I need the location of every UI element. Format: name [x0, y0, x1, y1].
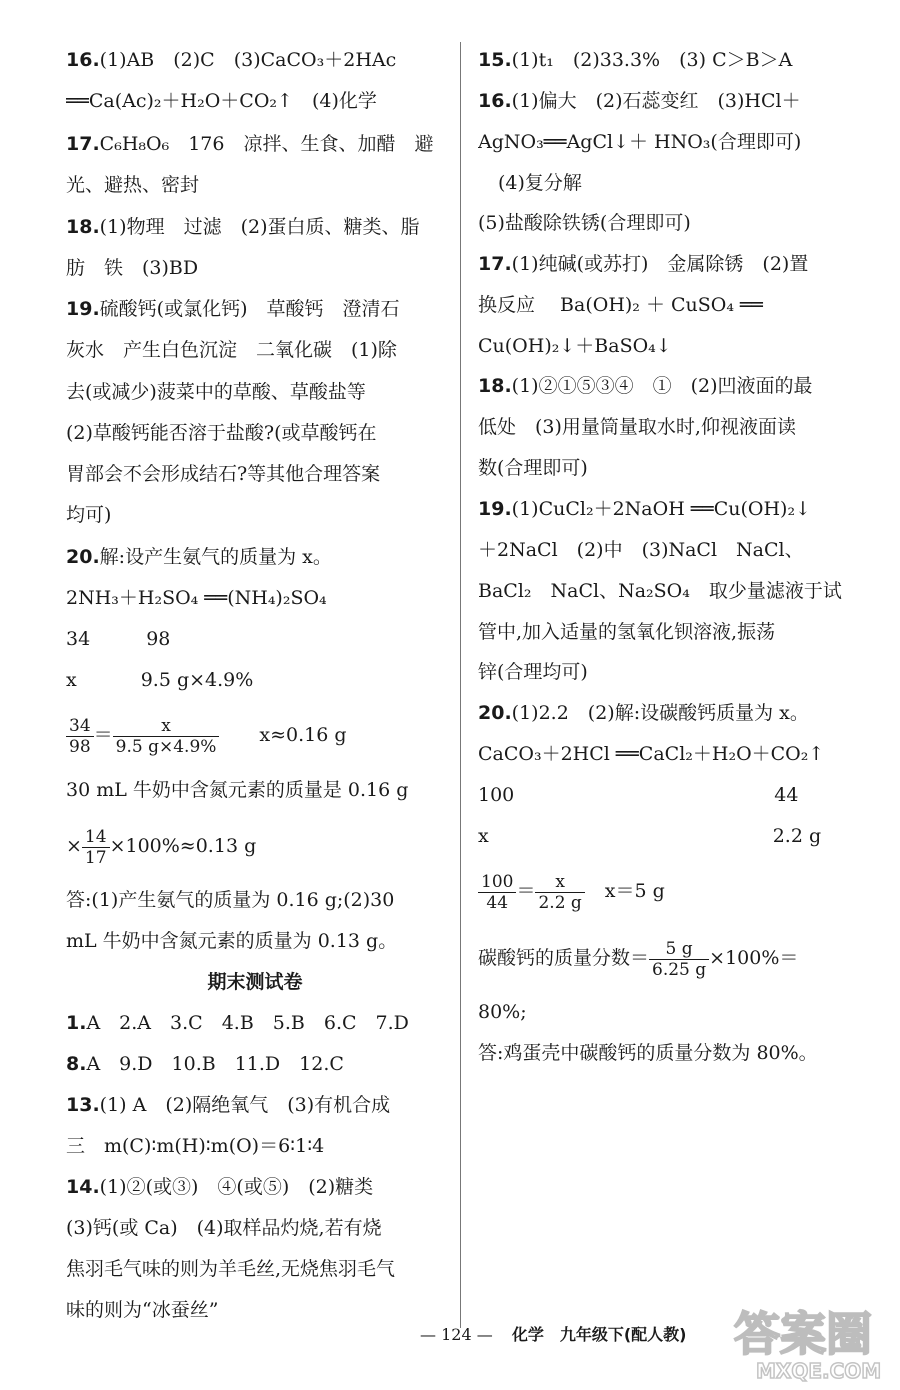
- answer-19-line4: (2)草酸钙能否溶于盐酸?(或草酸钙在: [66, 422, 377, 444]
- answer-18-line1: 18.(1)物理 过滤 (2)蛋白质、糖类、脂: [66, 216, 420, 238]
- answer-17-line3: Cu(OH)₂↓＋BaSO₄↓: [478, 335, 672, 357]
- fraction: $\frac{x}{9.5 g\times 4.9\%}$: [113, 716, 220, 757]
- fraction: $\frac{14}{17}$: [82, 827, 110, 868]
- answer-17-line1: 17.(1)纯碱(或苏打) 金属除锈 (2)置: [478, 253, 809, 275]
- mass-ratio-row1: [478, 775, 850, 815]
- proportion-equation: $\frac{100}{44}$ ＝ $\frac{x}{2.2 g}$ x＝5 g: [478, 862, 850, 920]
- result: x≈0.16 g: [259, 724, 347, 746]
- answer-20-conclusion1: 答:(1)产生氨气的质量为 0.16 g;(2)30: [66, 889, 395, 911]
- answer-19-line6: 均可): [66, 504, 112, 526]
- answer-20-conclusion2: mL 牛奶中含氮元素的质量为 0.13 g。: [66, 930, 398, 952]
- mass-value: x: [66, 669, 77, 691]
- answer-13-line1: 13.(1) A (2)隔绝氧气 (3)有机合成: [66, 1094, 391, 1116]
- answer-19-line2: 灰水 产生白色沉淀 二氧化碳 (1)除: [66, 339, 397, 361]
- answer-19-line3: 去(或减少)菠菜中的草酸、草酸盐等: [66, 381, 366, 403]
- fraction: $\frac{5 g}{6.25 g}$: [649, 939, 709, 980]
- mass-value: x: [478, 825, 489, 847]
- section-title: 期末测试卷: [207, 971, 303, 993]
- answer-14-line1: 14.(1)②(或③) ④(或⑤) (2)糖类: [66, 1176, 374, 1198]
- mass-ratio-row1: [66, 619, 444, 659]
- answer-14-line2: (3)钙(或 Ca) (4)取样品灼烧,若有烧: [66, 1217, 382, 1239]
- answer-16-line3: (4)复分解: [498, 172, 582, 194]
- nitrogen-mass-line2: × $\frac{14}{17}$ ×100%≈0.13 g: [66, 826, 257, 868]
- answer-16-line1: 16.(1)AB (2)C (3)CaCO₃＋2HAc: [66, 49, 397, 71]
- mass-value: 9.5 g×4.9%: [140, 669, 254, 691]
- answer-16-line2: ══Ca(Ac)₂＋H₂O＋CO₂↑ (4)化学: [66, 90, 377, 112]
- page-number: — 124 —: [420, 1325, 493, 1344]
- mc-answers-1: 1.A 2.A 3.C 4.B 5.B 6.C 7.D: [66, 1012, 409, 1034]
- answer-17-line2: 换反应 Ba(OH)₂ ＋ CuSO₄ ══: [478, 294, 763, 316]
- equation-calcium-carbonate: CaCO₃＋2HCl ══CaCl₂＋H₂O＋CO₂↑: [478, 743, 825, 765]
- answer-18-line1: 18.(1)②①⑤③④ ① (2)凹液面的最: [478, 375, 813, 397]
- answer-19-line5: 锌(合理均可): [478, 661, 588, 683]
- answer-20-conclusion: 答:鸡蛋壳中碳酸钙的质量分数为 80%。: [478, 1042, 818, 1064]
- mass-value: 2.2 g: [772, 825, 822, 847]
- fraction: $\frac{100}{44}$: [478, 872, 516, 913]
- answer-20-line1: 20.解:设产生氨气的质量为 x。: [66, 546, 332, 568]
- answer-20-line1: 20.(1)2.2 (2)解:设碳酸钙质量为 x。: [478, 702, 809, 724]
- mass-fraction-line2: 80%;: [478, 1001, 527, 1023]
- answer-16-line1: 16.(1)偏大 (2)石蕊变红 (3)HCl＋: [478, 90, 801, 112]
- answer-17-line2: 光、避热、密封: [66, 174, 200, 196]
- answer-17-line1: 17.C₆H₈O₆ 176 凉拌、生食、加醋 避: [66, 133, 434, 155]
- answer-13-line2: 三 m(C)∶m(H)∶m(O)＝6∶1∶4: [66, 1135, 325, 1157]
- answer-16-line4: (5)盐酸除铁锈(合理即可): [478, 212, 691, 234]
- result: x＝5 g: [604, 880, 665, 902]
- watermark-url: MXQE.COM: [756, 1359, 882, 1382]
- answer-18-line3: 数(合理即可): [478, 457, 588, 479]
- mass-ratio-row2: [66, 660, 444, 700]
- answer-15: 15.(1)t₁ (2)33.3% (3) C＞B＞A: [478, 49, 793, 71]
- equation-ammonia: 2NH₃＋H₂SO₄ ══(NH₄)₂SO₄: [66, 587, 327, 609]
- watermark-logo: [730, 1300, 890, 1382]
- answer-19-line4: 管中,加入适量的氢氧化钡溶液,振荡: [478, 621, 776, 643]
- answer-18-line2: 低处 (3)用量筒量取水时,仰视液面读: [478, 416, 796, 438]
- answer-14-line3: 焦羽毛气味的则为羊毛丝,无烧焦羽毛气: [66, 1258, 396, 1280]
- page-footer: [420, 1322, 686, 1345]
- fraction: $\frac{x}{2.2 g}$: [535, 872, 584, 913]
- proportion-equation: $\frac{34}{98}$ ＝ $\frac{x}{9.5 g\times 4.9\%}$ x≈0.16 g: [66, 706, 444, 764]
- mass-value: 34: [66, 628, 91, 650]
- mass-fraction-line1: 碳酸钙的质量分数＝ $\frac{5 g}{6.25 g}$ ×100%＝: [478, 938, 799, 980]
- nitrogen-mass-line1: 30 mL 牛奶中含氮元素的质量是 0.16 g: [66, 779, 409, 801]
- mc-answers-2: 8.A 9.D 10.B 11.D 12.C: [66, 1053, 344, 1075]
- watermark-text: 答案圈: [734, 1307, 872, 1361]
- mass-value: 100: [478, 784, 515, 806]
- book-subject: 化学 九年级下(配人教): [511, 1325, 687, 1344]
- mass-value: 44: [774, 784, 799, 806]
- answer-14-line4: 味的则为“冰蚕丝”: [66, 1299, 219, 1321]
- answer-18-line2: 肪 铁 (3)BD: [66, 257, 199, 279]
- mass-value: 98: [146, 628, 171, 650]
- fraction: $\frac{34}{98}$: [66, 716, 94, 757]
- answer-19-line2: ＋2NaCl (2)中 (3)NaCl NaCl、: [478, 539, 804, 561]
- mass-ratio-row2: [478, 816, 850, 856]
- column-divider: [460, 42, 461, 1328]
- answer-19-line1: 19.硫酸钙(或氯化钙) 草酸钙 澄清石: [66, 298, 400, 320]
- answer-16-line2: AgNO₃══AgCl↓＋ HNO₃(合理即可): [478, 131, 802, 153]
- answer-19-line1: 19.(1)CuCl₂＋2NaOH ══Cu(OH)₂↓: [478, 498, 811, 520]
- answer-19-line5: 胃部会不会形成结石?等其他合理答案: [66, 463, 381, 485]
- answer-19-line3: BaCl₂ NaCl、Na₂SO₄ 取少量滤液于试: [478, 580, 842, 602]
